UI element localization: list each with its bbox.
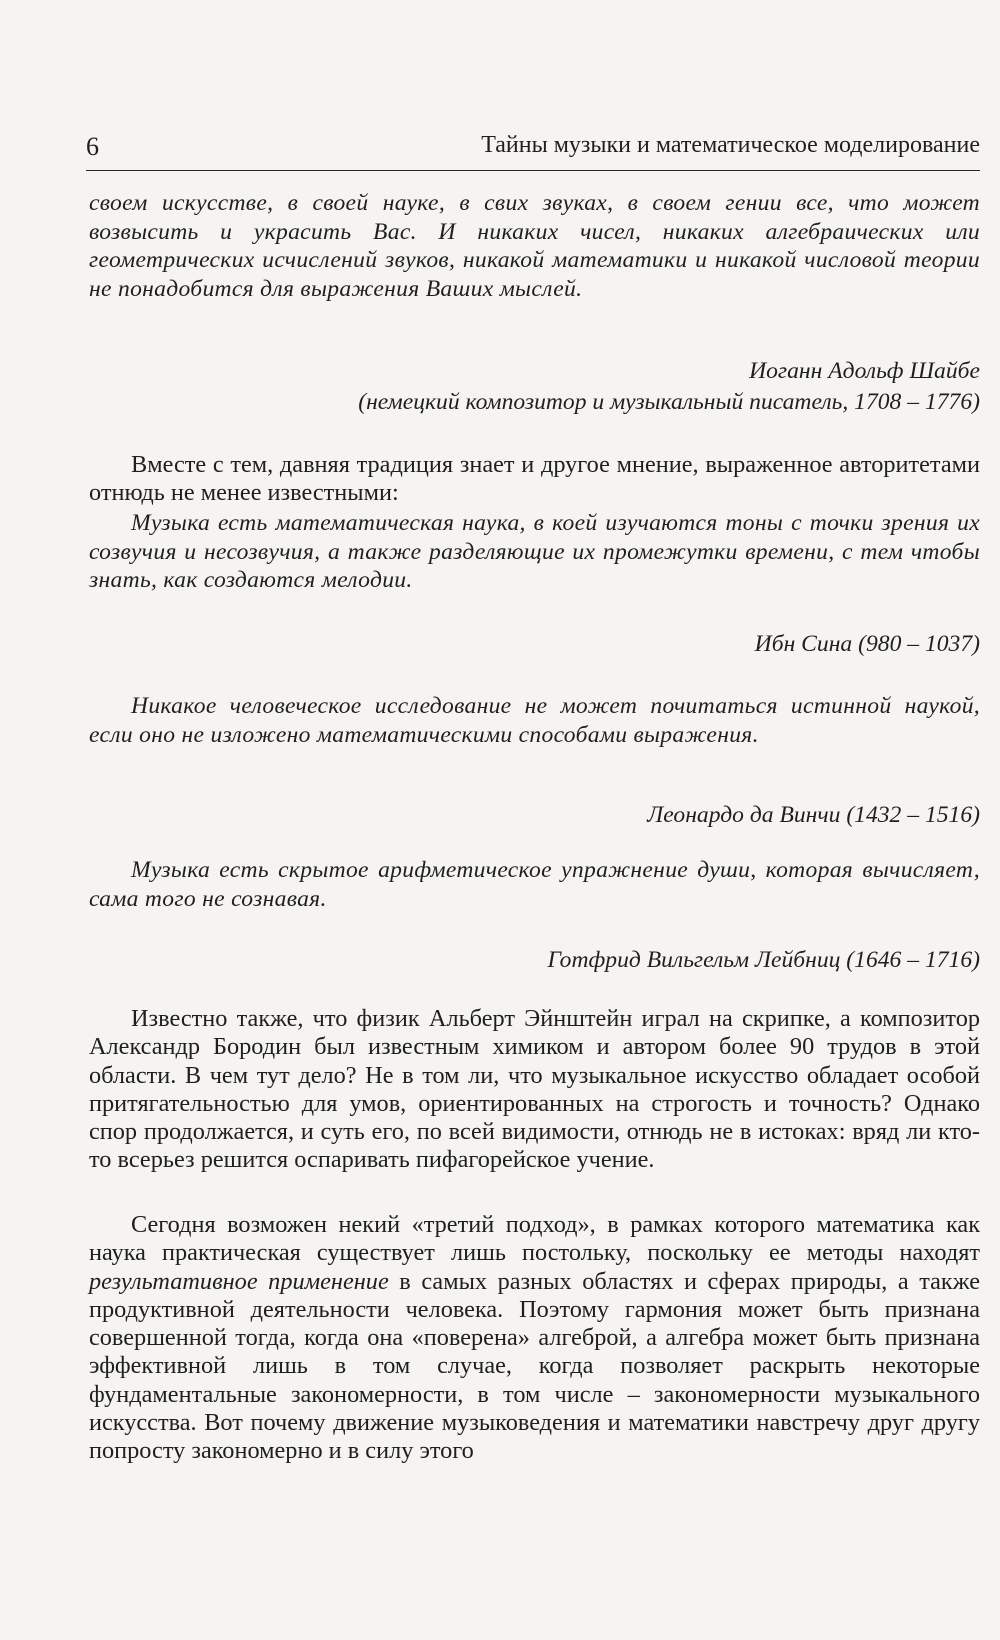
page-number: 6 [86,132,99,161]
quote-author: Ибн Сина (980 – 1037) [754,631,980,657]
body-paragraph-1 [89,1005,980,1175]
quote-author-note: (немецкий композитор и музыкальный писатель, 1708 – 1776) [358,389,980,415]
quote-scheibe [89,189,980,303]
quote-leonardo [89,692,980,749]
quote-text: своем искусстве, в своей науке, в свих звуках, в своем гении все, что может возвысить и украсить Вас. И никаких чисел, никаких алгебраических или геометрических исчислений звуков, никакой математики и никакой числовой теории не понадобится для выражения Ваших мыслей. [89,190,980,302]
quote-ibn-sina [89,509,980,595]
quote-leonardo-attribution [89,800,980,831]
paragraph-text-part-1: Сегодня возможен некий «третий подход», в рамках которого математика как наука практическая существует лишь постольку, поскольку ее методы находят [89,1211,980,1267]
intro-paragraph [89,451,980,508]
emphasis-text: результативное применение [89,1267,389,1295]
quote-leibniz-attribution [89,945,980,976]
intro-text: Вместе с тем, давняя традиция знает и другое мнение, выраженное авторитетами отнюдь не менее известными: [89,451,980,507]
page-header [86,132,980,171]
quote-text: Музыка есть математическая наука, в коей изучаются тоны с точки зрения их созвучия и несозвучия, а также разделяющие их промежутки времени, с тем чтобы знать, как создаются мелодии. [89,510,980,593]
quote-author: Леонардо да Винчи (1432 – 1516) [647,802,980,828]
running-title: Тайны музыки и математическое моделирование [481,132,980,158]
quote-text: Музыка есть скрытое арифметическое упражнение души, которая вычисляет, сама того не сознавая. [89,857,980,912]
paragraph-text [89,1211,980,1466]
quote-leibniz [89,856,980,913]
quote-ibn-sina-attribution [89,629,980,660]
body-paragraph-2 [89,1211,980,1466]
paragraph-text-part-2: в самых разных областях и сферах природы, а также продуктивной деятельности человека. Поэтому гармония может быть признана совершенной тогда, когда она «поверена» алгеброй, а алгебра может быть признана эффективной лишь в том случае, когда позволяет раскрыть некоторые фундаментальные закономерности, в том числе – закономерности музыкального искусства. Вот почему движение музыковедения и математики навстречу друг другу попросту закономерно и в силу этого [89,1267,980,1465]
quote-author: Иоганн Адольф Шайбе [749,358,980,384]
quote-text: Никакое человеческое исследование не может почитаться истинной наукой, если оно не изложено математическими способами выражения. [89,693,980,748]
quote-scheibe-attribution [89,356,980,418]
paragraph-text: Известно также, что физик Альберт Эйнштейн играл на скрипке, а композитор Александр Бородин был известным химиком и автором более 90 трудов в этой области. В чем тут дело? Не в том ли, что музыкальное искусство обладает особой притягательностью для умов, ориентированных на строгость и точность? Однако спор продолжается, и суть его, по всей видимости, отнюдь не в истоках: вряд ли кто-то всерьез решится оспаривать пифагорейское учение. [89,1005,980,1174]
quote-author: Готфрид Вильгельм Лейбниц (1646 – 1716) [547,947,980,973]
